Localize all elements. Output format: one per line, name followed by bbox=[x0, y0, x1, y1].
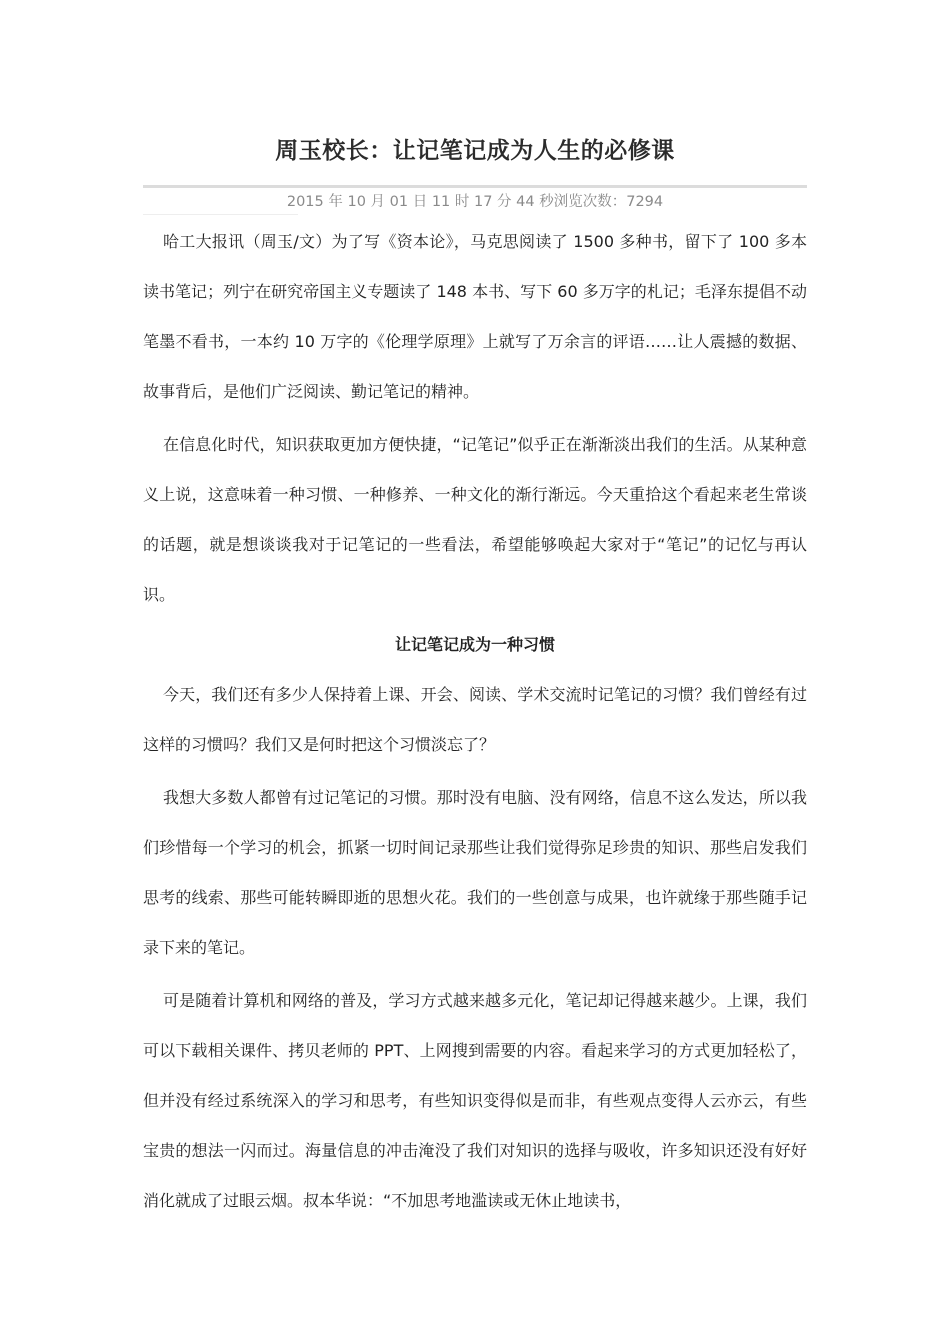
section-heading: 让记笔记成为一种习惯 bbox=[394, 635, 555, 654]
article-body bbox=[143, 217, 807, 1226]
section-paragraph-3: 可是随着计算机和网络的普及，学习方式越来越多元化，笔记却记得越来越少。上课，我们可以下载相关课件、拷贝老师的 PPT、上网搜到需要的内容。看起来学习的方式更加轻松了，但并没有经过系统深入的学习和思考，有些知识变得似是而非，有些观点变得人云亦云，有些宝贵的想法一闪而过。海量信息的冲击淹没了我们对知识的选择与吸收，许多知识还没有好好消化就成了过眼云烟。叔本华说：“不加思考地滥读或无休止地读书， bbox=[143, 991, 807, 1210]
article-title: 周玉校长：让记笔记成为人生的必修课 bbox=[275, 138, 675, 164]
article-meta: 2015 年 10 月 01 日 11 时 17 分 44 秒浏览次数：7294 bbox=[286, 194, 664, 210]
meta-rule bbox=[143, 214, 298, 215]
paragraph-2: 在信息化时代，知识获取更加方便快捷，“记笔记”似乎正在渐渐淡出我们的生活。从某种意义上说，这意味着一种习惯、一种修养、一种文化的渐行渐远。今天重拾这个看起来老生常谈的话题，就是想谈谈我对于记笔记的一些看法，希望能够唤起大家对于“笔记”的记忆与再认识。 bbox=[143, 435, 807, 604]
title-divider bbox=[143, 185, 807, 188]
paragraph-1: 哈工大报讯（周玉/文）为了写《资本论》，马克思阅读了 1500 多种书，留下了 100 多本读书笔记；列宁在研究帝国主义专题读了 148 本书、写下 60 多万字的札记；毛泽东提倡不动笔墨不看书，一本约 10 万字的《伦理学原理》上就写了万余言的评语……让人震撼的数据、故事背后，是他们广泛阅读、勤记笔记的精神。 bbox=[143, 232, 807, 401]
section-paragraph-2: 我想大多数人都曾有过记笔记的习惯。那时没有电脑、没有网络，信息不这么发达，所以我们珍惜每一个学习的机会，抓紧一切时间记录那些让我们觉得弥足珍贵的知识、那些启发我们思考的线索、那些可能转瞬即逝的思想火花。我们的一些创意与成果，也许就缘于那些随手记录下来的笔记。 bbox=[143, 788, 807, 957]
section-paragraph-1: 今天，我们还有多少人保持着上课、开会、阅读、学术交流时记笔记的习惯？我们曾经有过这样的习惯吗？我们又是何时把这个习惯淡忘了？ bbox=[143, 685, 807, 754]
